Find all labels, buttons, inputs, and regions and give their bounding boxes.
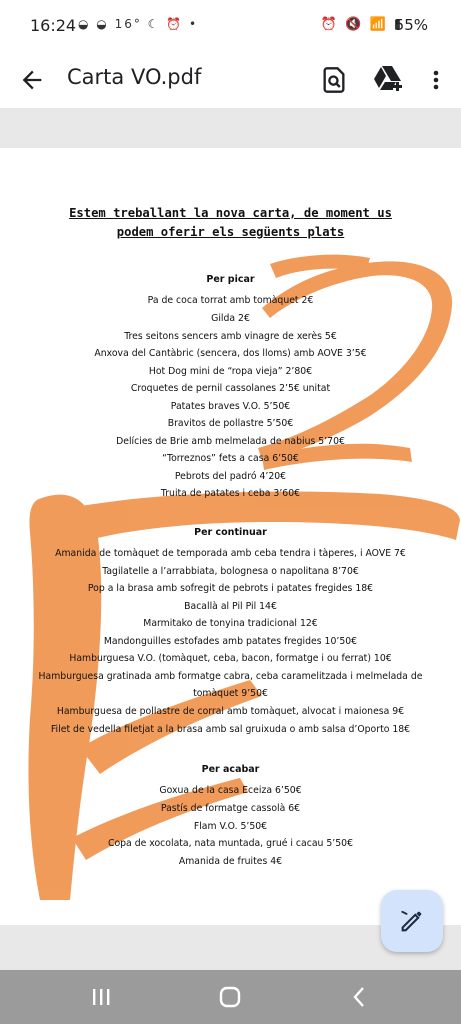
menu-item: Pastís de formatge cassolà 6€ <box>160 803 301 814</box>
menu-item: Pebrots del padró 4’20€ <box>174 471 287 482</box>
menu-item: Tres seitons sencers amb vinagre de xerès 5€ <box>124 331 337 342</box>
document-title: Carta VO.pdf <box>67 65 202 89</box>
menu-item: tomàquet 9’50€ <box>193 688 268 699</box>
edit-fab-button[interactable] <box>381 890 443 952</box>
menu-item: Hamburguesa de pollastre de corral amb tomàquet, alvocat i maionesa 9€ <box>56 706 405 717</box>
menu-item: Patates braves V.O. 5’50€ <box>170 401 291 412</box>
recent-apps-icon[interactable] <box>86 984 116 1010</box>
menu-item: Delícies de Brie amb melmelada de nabius 5’70€ <box>116 436 345 447</box>
pdf-page[interactable] <box>0 148 461 925</box>
menu-item: Bacallà al Pil Pil 14€ <box>184 601 277 612</box>
section-title-per-picar: Per picar <box>206 274 255 285</box>
viewer-background <box>0 108 461 148</box>
back-arrow-icon[interactable] <box>18 66 46 94</box>
home-icon[interactable] <box>215 984 245 1010</box>
section-title-per-acabar: Per acabar <box>201 764 260 775</box>
menu-item: Hamburguesa gratinada amb formatge cabra, ceba caramelitzada i melmelada de <box>38 671 423 682</box>
menu-item: Flam V.O. 5’50€ <box>193 821 268 832</box>
menu-item: Bravitos de pollastre 5’50€ <box>167 418 294 429</box>
menu-item: Mandonguilles estofades amb patates fregides 10’50€ <box>103 636 358 647</box>
system-navigation-bar <box>0 970 461 1024</box>
menu-item: Copa de xocolata, nata muntada, grué i cacau 5’50€ <box>107 838 354 849</box>
menu-item: Amanida de tomàquet de temporada amb ceba tendra i tàperes, i AOVE 7€ <box>55 548 406 559</box>
more-options-icon[interactable] <box>424 66 448 94</box>
menu-heading-line-1: Estem treballant la nova carta, de moment us <box>69 206 392 220</box>
add-to-drive-icon[interactable] <box>372 64 404 94</box>
menu-item: Hamburguesa V.O. (tomàquet, ceba, bacon, formatge i ou ferrat) 10€ <box>69 653 392 664</box>
menu-item: “Torreznos” fets a casa 6’50€ <box>162 453 299 464</box>
menu-item: Tagilatelle a l’arrabbiata, bolognesa o napolitana 8’70€ <box>102 566 359 577</box>
edit-pen-icon <box>398 907 426 935</box>
status-time: 16:24 <box>30 16 77 35</box>
menu-item: Gilda 2€ <box>211 313 250 324</box>
menu-item: Pa de coca torrat amb tomàquet 2€ <box>147 295 314 306</box>
menu-item: Croquetes de pernil cassolanes 2’5€ unitat <box>130 383 331 394</box>
menu-item: Pop a la brasa amb sofregit de pebrots i patates fregides 18€ <box>87 583 374 594</box>
menu-item: Hot Dog mini de “ropa vieja” 2’80€ <box>148 366 313 377</box>
status-bar <box>0 0 461 52</box>
notification-icons: ◒ ◒ 16° ☾ ⏰ • <box>78 17 199 31</box>
nav-back-icon[interactable] <box>344 984 374 1010</box>
search-document-icon[interactable] <box>320 66 348 94</box>
menu-item: Anxova del Cantàbric (sencera, dos lloms) amb AOVE 3’5€ <box>94 348 367 359</box>
menu-item: Amanida de fruites 4€ <box>178 856 283 867</box>
menu-item: Goxua de la casa Eceiza 6’50€ <box>159 785 302 796</box>
menu-item: Filet de vedella filetjat a la brasa amb sal gruixuda o amb salsa d’Oporto 18€ <box>50 724 411 735</box>
battery-percent: 55% <box>394 16 428 34</box>
app-bar <box>0 52 461 108</box>
menu-heading-line-2: podem oferir els següents plats <box>116 225 345 239</box>
system-status-icons: ⏰ 🔇 📶 ▮ <box>320 17 403 32</box>
menu-item: Marmitako de tonyina tradicional 12€ <box>143 618 318 629</box>
menu-item: Truita de patates i ceba 3’60€ <box>160 488 301 499</box>
section-title-per-continuar: Per continuar <box>194 527 267 538</box>
